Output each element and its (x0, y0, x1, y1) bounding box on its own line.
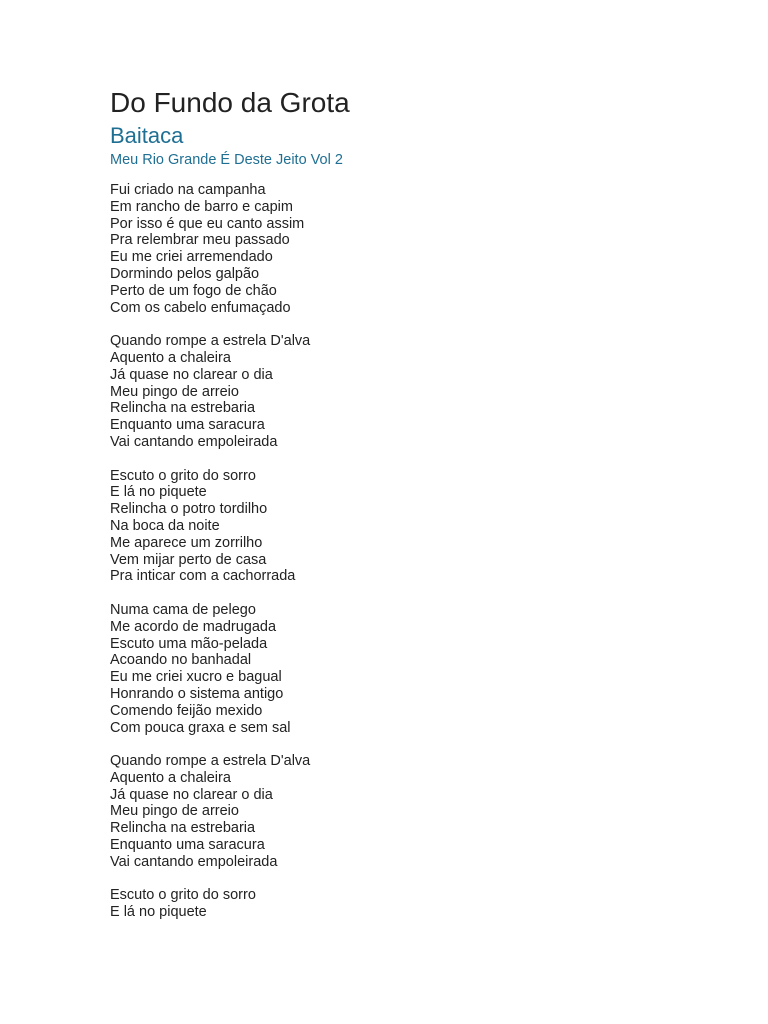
lyrics-stanza (110, 468, 730, 586)
lyric-line: Relincha o potro tordilho (110, 501, 268, 518)
lyric-line: Eu me criei arremendado (110, 249, 273, 266)
lyrics-stanza (110, 333, 730, 451)
lyric-line: Meu pingo de arreio (110, 803, 239, 820)
lyric-line: Enquanto uma saracura (110, 837, 265, 854)
lyric-line: Honrando o sistema antigo (110, 685, 284, 702)
lyric-line: Numa cama de pelego (110, 601, 256, 618)
lyrics-stanza (110, 753, 730, 871)
lyric-line: Enquanto uma saracura (110, 417, 265, 434)
lyric-line: E lá no piquete (110, 484, 207, 501)
lyric-line: Escuto o grito do sorro (110, 887, 256, 904)
lyric-line: Na boca da noite (110, 517, 220, 534)
lyric-line: Acoando no banhadal (110, 652, 252, 669)
lyric-line: Por isso é que eu canto assim (110, 215, 305, 232)
lyric-line: Comendo feijão mexido (110, 702, 263, 719)
lyric-line: Fui criado na campanha (110, 182, 266, 198)
lyric-line: Me aparece um zorrilho (110, 534, 263, 551)
lyric-line: Dormindo pelos galpão (110, 265, 260, 282)
lyric-line: Eu me criei xucro e bagual (110, 669, 282, 686)
lyric-line: Com os cabelo enfumaçado (110, 299, 291, 316)
lyric-line: Me acordo de madrugada (110, 618, 277, 635)
lyric-line: Perto de um fogo de chão (110, 282, 277, 299)
lyric-line: Já quase no clarear o dia (110, 366, 273, 383)
lyric-line: Escuto o grito do sorro (110, 467, 256, 484)
lyrics-stanza (110, 602, 730, 736)
lyrics-stanza (110, 887, 730, 921)
lyric-line: Vem mijar perto de casa (110, 551, 267, 568)
lyric-line: Vai cantando empoleirada (110, 433, 278, 450)
lyrics-page (110, 86, 730, 938)
lyric-line: Pra relembrar meu passado (110, 232, 290, 249)
lyric-line: Aquento a chaleira (110, 769, 231, 786)
lyric-line: Já quase no clarear o dia (110, 786, 273, 803)
artist-name: Baitaca (110, 123, 184, 148)
lyric-line: Quando rompe a estrela D'alva (110, 753, 311, 770)
lyric-line: Relincha na estrebaria (110, 400, 256, 417)
song-title: Do Fundo da Grota (110, 87, 350, 118)
lyric-line: Escuto uma mão-pelada (110, 635, 268, 652)
lyric-line: Meu pingo de arreio (110, 383, 239, 400)
lyric-line: Aquento a chaleira (110, 349, 231, 366)
lyric-line: Em rancho de barro e capim (110, 198, 293, 215)
lyric-line: Relincha na estrebaria (110, 820, 256, 837)
lyric-line: Vai cantando empoleirada (110, 853, 278, 870)
lyric-line: E lá no piquete (110, 904, 207, 921)
album-name: Meu Rio Grande É Deste Jeito Vol 2 (110, 152, 343, 168)
lyric-line: Quando rompe a estrela D'alva (110, 333, 311, 350)
lyrics-stanza (110, 182, 730, 316)
lyrics-body (110, 182, 730, 921)
lyric-line: Com pouca graxa e sem sal (110, 719, 291, 736)
lyric-line: Pra inticar com a cachorrada (110, 568, 296, 585)
